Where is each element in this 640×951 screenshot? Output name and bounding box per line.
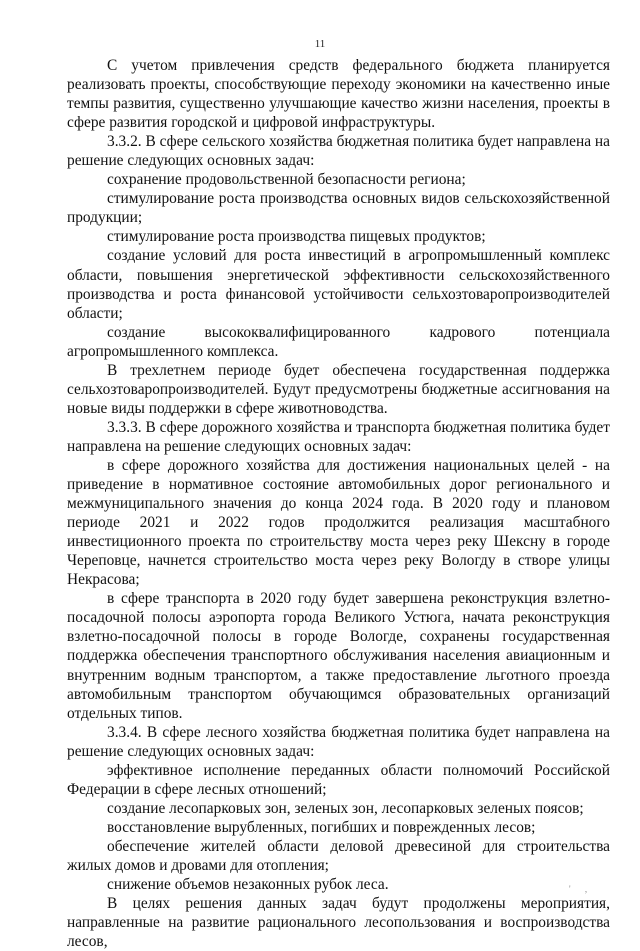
corner-mark: ' , — [569, 884, 594, 894]
paragraph: В целях решения данных задач будут продолжены мероприятия, направленные на развитие рационального лесопользования и воспроизводства лесов, — [67, 895, 610, 951]
paragraph: 3.3.2. В сфере сельского хозяйства бюджетная политика будет направлена на решение следующих основных задач: — [67, 133, 610, 170]
paragraph: снижение объемов незаконных рубок леса. — [107, 876, 389, 894]
paragraph: 3.3.4. В сфере лесного хозяйства бюджетная политика будет направлена на решение следующих основных задач: — [67, 723, 610, 760]
document-body — [67, 56, 610, 951]
paragraph: 3.3.3. В сфере дорожного хозяйства и транспорта бюджетная политика будет направлена на решение следующих основных задач: — [67, 418, 610, 455]
paragraph: эффективное исполнение переданных области полномочий Российской Федерации в сфере лесных отношений; — [67, 761, 610, 798]
paragraph: в сфере дорожного хозяйства для достижения национальных целей - на приведение в нормативное состояние автомобильных дорог регионального и межмуниципального значения до конца 2024 года. В 2020 году и плановом периоде 2021 и 2022 годов продолжится реализация масштабного инвестиционного проекта по строительству моста через реку Шексну в городе Череповце, начнется строительство моста через реку Вологду в створе улицы Некрасова; — [67, 456, 610, 589]
paragraph: в сфере транспорта в 2020 году будет завершена реконструкция взлетно-посадочной полосы аэропорта города Великого Устюга, начата реконструкция взлетно-посадочной полосы в городе Вологде, сохранены государственная поддержка обеспечения транспортного обслуживания населения авиационным и внутренним водным транспортом, а также предоставление льготного проезда автомобильным транспортом обучающимся образовательных организаций отдельных типов. — [67, 590, 610, 722]
paragraph: восстановление вырубленных, погибших и поврежденных лесов; — [107, 818, 536, 836]
paragraph: создание высококвалифицированного кадрового потенциала агропромышленного комплекса. — [67, 323, 610, 360]
page-number: 11 — [314, 38, 326, 50]
paragraph: создание условий для роста инвестиций в агропромышленный комплекс области, повышения энергетической эффективности сельскохозяйственного производства и роста финансовой устойчивости сельхозтоваропроизводителей области; — [67, 247, 610, 322]
paragraph: сохранение продовольственной безопасности региона; — [107, 171, 466, 189]
paragraph: обеспечение жителей области деловой древесиной для строительства жилых домов и дровами для отопления; — [67, 837, 610, 874]
paragraph: В трехлетнем периоде будет обеспечена государственная поддержка сельхозтоваропроизводителей. Будут предусмотрены бюджетные ассигнования на новые виды поддержки в сфере животноводства. — [67, 361, 610, 417]
paragraph: стимулирование роста производства пищевых продуктов; — [107, 228, 486, 246]
paragraph: стимулирование роста производства основных видов сельскохозяйственной продукции; — [67, 190, 610, 227]
paragraph: создание лесопарковых зон, зеленых зон, лесопарковых зеленых поясов; — [107, 799, 584, 817]
paragraph: С учетом привлечения средств федерального бюджета планируется реализовать проекты, способствующие переходу экономики на качественно иные темпы развития, существенно улучшающие качество жизни населения, проекты в сфере развития городской и цифровой инфраструктуры. — [67, 57, 610, 132]
